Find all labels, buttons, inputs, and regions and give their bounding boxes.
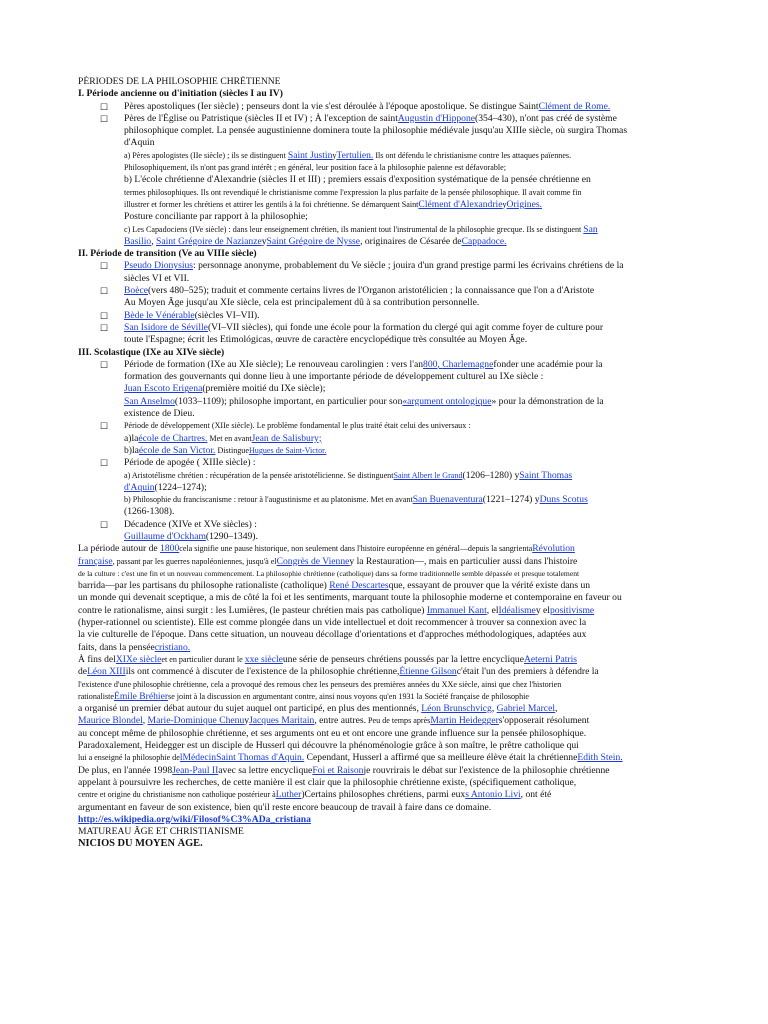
link-san-victor[interactable]: école de San Victor. <box>138 444 216 456</box>
text: s'opposerait résolument <box>498 715 590 727</box>
paragraph <box>78 703 693 715</box>
text: Distingue <box>215 445 249 455</box>
text: Pères apostoliques (Ier siècle) ; penseurs dont la vie s'est déroulée à l'époque apostolique. Se distingue Saint <box>124 100 539 112</box>
footer-heading: MATUREAU ÂGE ET CHRISTIANISME <box>78 826 244 838</box>
text: toute l'Espagne; écrit les Etimológicas, œuvre de caractère encyclopédique très consultée au Moyen Âge. <box>124 334 528 346</box>
text: À fins del <box>78 653 116 665</box>
link-chenu[interactable]: Marie-Dominique Chenu <box>147 715 245 727</box>
text: (première moitié du IXe siècle); <box>202 383 326 395</box>
link-brehier[interactable]: Émile Bréhier <box>113 690 169 702</box>
text: Pères de l'Église ou Patristique (siècles II et IV) ; À l'exception de saint <box>124 112 398 124</box>
text: faits, dans la pensée <box>78 641 155 653</box>
checkbox-icon: ☐ <box>100 101 109 112</box>
text: (1206–1280) y <box>462 469 520 481</box>
link-augustin[interactable]: Augustin d'Hippone <box>397 112 476 124</box>
checkbox-icon: ☐ <box>100 322 109 333</box>
link-chartres[interactable]: école de Chartres. <box>138 432 208 444</box>
link-luther[interactable]: Luther <box>275 789 302 801</box>
text: , <box>142 715 148 727</box>
text: et en particulier durant le <box>161 654 245 664</box>
paragraph: appelant à poursuivre les recherches, de cette manière il est clair que la philosophie chrétienne existe, (spécifiquement catholique, <box>78 776 577 788</box>
list-item <box>78 285 693 310</box>
text: a)la <box>124 432 139 444</box>
text: de <box>78 666 88 678</box>
text: a) Aristotélisme chrétien : récupération de la pensée aristotélicienne. Se distinguent <box>124 470 394 480</box>
text: barrida—par les partisans du philosophe rationaliste (catholique) <box>78 580 330 592</box>
list-item <box>78 359 693 420</box>
link-congres-vienne[interactable]: Congrès de Vienne <box>276 555 350 567</box>
text: fonder une académie pour la <box>493 358 603 370</box>
link-maritain[interactable]: Jacques Maritain <box>249 715 315 727</box>
link-leon-xiii[interactable]: Léon XIII <box>87 666 126 678</box>
text: c) Les Capadociens (IVe siècle) : dans leur enseignement chrétien, ils manient tout l'instrumental de la philosophie grecque. Ils se distinguent <box>124 224 584 234</box>
link-edith-stein[interactable]: Edith Stein. <box>577 752 623 764</box>
paragraph <box>78 666 693 678</box>
text: Période de apogée ( XIIIe siècle) : <box>124 457 256 469</box>
paragraph <box>78 765 693 777</box>
checkbox-icon: ☐ <box>100 261 109 272</box>
text: y <box>261 235 267 247</box>
paragraph: au concept même de philosophie chrétienne, et ses arguments ont eu et ont encore une grande influence sur la pensée philosophique. <box>78 727 587 739</box>
link-heidegger[interactable]: Martin Heidegger <box>430 715 499 727</box>
text: , ont été <box>520 789 552 801</box>
text: Met en avant <box>207 433 252 443</box>
text: , <box>555 703 558 715</box>
link-isidore[interactable]: San Isidore de Séville <box>124 321 208 333</box>
paragraph <box>78 605 693 617</box>
link-1800[interactable]: 1800 <box>160 543 180 555</box>
text: (siècles VI–VII). <box>194 309 260 321</box>
text: formation des gouvernants qui donne lieu à une importante période de développement culturel au IXe siècle : <box>124 371 544 383</box>
link-jean-paul-ii[interactable]: Jean-Paul II <box>172 764 219 776</box>
text: ils ont commencé à discuter de l'existence de la philosophie chrétienne, <box>125 666 400 678</box>
section-heading-1: I. Période ancienne ou d'initiation (siècles I au IV) <box>78 88 283 100</box>
link-brunschvicg[interactable]: Léon Brunschvicg <box>421 703 492 715</box>
text: contre le rationalisme, ainsi surgit : les Lumières, (le pasteur chrétien mais pas catholique) <box>78 604 427 616</box>
paragraph: b) L'école chrétienne d'Alexandrie (siècles II et III) ; premiers essais d'exposition systématique de la pensée chrétienne en <box>124 174 591 186</box>
link-antonio-livi[interactable]: s Antonio Livi <box>465 789 521 801</box>
link-thomas-aquin[interactable]: Saint Thomas d'Aquin. <box>216 752 305 764</box>
text: , el <box>486 604 499 616</box>
paragraph <box>78 789 693 801</box>
link-comma[interactable]: , <box>437 358 443 370</box>
link-aeterni-patris[interactable]: Aeterni Patris <box>523 653 577 665</box>
text: (354–430), n'ont pas créé de système <box>475 112 617 124</box>
source-url-link[interactable]: http://es.wikipedia.org/wiki/Filosof%C3%ADa_cristiana <box>78 813 311 825</box>
text: siècles VI et VII. <box>124 272 190 284</box>
text: y <box>332 150 337 160</box>
link-albert[interactable]: Saint Albert le Grand <box>393 470 463 480</box>
text: existence de Dieu. <box>124 408 195 420</box>
paragraph <box>78 642 693 654</box>
link-buenaventura[interactable]: San Buenaventura <box>412 494 483 506</box>
text: c'était l'un des premiers à défendre la <box>456 666 599 678</box>
paragraph <box>78 691 693 703</box>
text: b)la <box>124 444 139 456</box>
link-basilio[interactable]: Basilio <box>124 235 152 247</box>
link-charlemagne[interactable]: Charlemagne <box>442 358 494 370</box>
list-item <box>78 101 693 113</box>
paragraph <box>78 224 693 236</box>
paragraph: un monde qui devenait sceptique, a mis de côté la foi et les sentiments, marquant toute la philosophie moderne et contemporaine en faveur ou <box>78 592 622 604</box>
link-medecin[interactable]: lMédecin <box>179 752 217 764</box>
link-cristiano[interactable]: cristiano. <box>154 641 191 653</box>
paragraph: l'existence d'une philosophie chrétienne, cela a provoqué des remous chez les penseurs des premières années du XXe siècle, ainsi que chez l'historien <box>78 679 562 689</box>
link-anselmo[interactable]: San Anselmo <box>124 395 175 407</box>
paragraph <box>78 580 693 592</box>
paragraph: Posture conciliante par rapport à la philosophie; <box>124 211 308 223</box>
link-revolution[interactable]: Révolution <box>532 543 575 555</box>
link-san-basilio[interactable]: San <box>583 223 598 235</box>
paragraph <box>78 715 693 727</box>
link-tertulien[interactable]: Tertulien. <box>336 149 374 161</box>
text: centre et origine du christianisme non catholique postérieur à <box>78 790 276 800</box>
list-item <box>78 322 693 347</box>
link-clement-alexandrie[interactable]: Clément d'Alexandrie <box>418 198 503 210</box>
link-kant[interactable]: Immanuel Kant <box>426 604 487 616</box>
page-title: PÉRIODES DE LA PHILOSOPHIE CHRÉTIENNE <box>78 76 281 87</box>
paragraph <box>78 236 693 248</box>
link-aquin[interactable]: d'Aquin <box>124 481 155 493</box>
paragraph <box>78 556 693 568</box>
text: (1033–1109); philosophe important, en particulier pour son <box>174 395 403 407</box>
paragraph <box>78 150 693 162</box>
text: avec sa lettre encyclique <box>218 764 313 776</box>
text: » pour la démonstration de la <box>491 395 604 407</box>
link-blondel[interactable]: Maurice Blondel <box>78 715 143 727</box>
text: rationaliste <box>78 691 114 701</box>
list-item <box>78 457 693 518</box>
text: (1266-1308). <box>124 506 175 518</box>
text: Cependant, Husserl a affirmé que sa meilleure élève était la chrétienne <box>304 752 578 764</box>
text: Au Moyen Âge jusqu'au XIe siècle, cela est principalement dû à sa contribution personnelle. <box>124 297 480 309</box>
link-marcel[interactable]: Gabriel Marcel <box>496 703 555 715</box>
link-argument-ontologique[interactable]: «argument ontologique <box>402 395 492 407</box>
link-saint-thomas[interactable]: Saint Thomas <box>519 469 573 481</box>
text: La période autour de <box>78 543 161 555</box>
paragraph <box>78 654 693 666</box>
link-ockham[interactable]: Guillaume d'Ockham <box>124 530 206 542</box>
text: que, essayant de prouver que la vérité existe dans un <box>388 580 591 592</box>
link-bede[interactable]: Bède le Vénérable <box>124 309 195 321</box>
section-heading-3: III. Scolastique (IXe au XIVe siècle) <box>78 346 225 358</box>
text: (1221–1274) y <box>482 494 540 506</box>
text: (vers 480–525); traduit et commente certains livres de l'Organon aristotélicien ; la connaissance que l'on a d'Aristote <box>147 285 595 297</box>
paragraph: (hyper-rationnel ou scientiste). Elle est comme plongée dans un vide intellectuel et doit recommencer à trouver sa connexion avec la <box>78 617 587 629</box>
link-xxe[interactable]: xxe siècle <box>244 653 283 665</box>
checkbox-icon: ☐ <box>100 519 109 530</box>
link-gilson[interactable]: Étienne Gilson <box>399 666 457 678</box>
text: Période de développement (XIIe siècle). Le problème fondamental le plus traité était celui des universaux : <box>124 421 471 431</box>
list-item <box>78 310 693 322</box>
paragraph: la vie culturelle de l'époque. Dans cette situation, un nouveau décollage d'orientations et d'approches méthodologiques, adaptées aux <box>78 629 587 641</box>
text: De plus, en l'année 1998 <box>78 764 173 776</box>
text: a organisé un premier débat autour du sujet auquel ont participé, en plus des mentionnés, <box>78 703 422 715</box>
paragraph: Philosophiquement, ils n'ont pas grand intérêt ; en général, leur position face à la philosophie païenne est défavorable; <box>124 163 506 173</box>
text: y la Restauration—, mais en particulier aussi dans l'histoire <box>349 555 578 567</box>
text: y <box>244 715 250 727</box>
paragraph <box>78 543 693 555</box>
checkbox-icon: ☐ <box>100 113 109 124</box>
link-pseudo-dionysius[interactable]: Pseudo Dionysius <box>124 260 194 272</box>
text: )Certains philosophes chrétiens, parmi eux <box>301 789 466 801</box>
section-heading-2: II. Période de transition (Ve au VIIIe siècle) <box>78 248 257 260</box>
link-duns-scotus[interactable]: Duns Scotus <box>539 494 588 506</box>
link-saint-justin[interactable]: Saint Justin <box>287 149 333 161</box>
list-item <box>78 420 693 457</box>
text: cela signifie une pause historique, non seulement dans l'histoire européenne en général—depuis la sangrienta <box>179 544 533 554</box>
link-boece[interactable]: Boèce <box>124 285 148 297</box>
text: une série de penseurs chrétiens poussés par la lettre encyclique <box>282 653 524 665</box>
paragraph <box>78 752 693 764</box>
link-erigena[interactable]: Juan Escoto Erigena <box>124 383 203 395</box>
link-idealisme[interactable]: Idéalisme <box>498 604 536 616</box>
list-item <box>78 260 693 285</box>
text: a) Pères apologistes (IIe siècle) ; ils se distinguent <box>124 150 288 160</box>
link-positivisme[interactable]: positivisme <box>549 604 595 616</box>
text: b) Philosophie du franciscanisme : retour à l'augustinisme et au platonisme. Met en avant <box>124 495 413 505</box>
link-clement-de-rome[interactable]: Clément de Rome. <box>538 100 611 112</box>
link-hugues[interactable]: Hugues de Saint-Victor. <box>248 445 327 455</box>
link-descartes[interactable]: René Descartes <box>329 580 389 592</box>
paragraph <box>78 199 693 211</box>
checkbox-icon: ☐ <box>100 310 109 321</box>
text: , entre autres. <box>314 715 367 727</box>
list-item <box>78 113 693 150</box>
text: se joint à la discussion en argumentant contre, ainsi nous voyons qu'en 1931 la Société française de philosophie <box>168 691 529 701</box>
text: philosophique complet. La pensée augustinienne dominera toute la philosophie médiévale jusqu'au XIIIe siècle, où surgira Thomas <box>124 125 628 137</box>
text: Décadence (XIVe et XVe siècles) : <box>124 518 257 530</box>
footer-subheading: NICIOS DU MOYEN ÂGE. <box>78 838 203 850</box>
link-francaise[interactable]: française <box>78 555 113 567</box>
paragraph: termes philosophiques. Ils ont revendiqué le christianisme comme l'expression la plus parfaite de la pensée philosophique. Il avait comme fin <box>124 187 582 197</box>
text: Période de formation (IXe au XIe siècle); Le renouveau carolingien : vers l'an <box>124 358 424 370</box>
text: (VI–VII siècles), qui fonde une école pour la formation du clergé qui agit comme foyer de culture pour <box>207 321 604 333</box>
paragraph: de la culture : c'est une fin et un nouveau commencement. La philosophie chrétienne (catholique) dans sa forme traditionnelle semble dépassée et presque totalement <box>78 568 580 578</box>
text: , <box>151 235 156 247</box>
text: je rouvrirais le débat sur l'existence de la philosophie chrétienne <box>363 764 610 776</box>
text: , <box>491 703 497 715</box>
link-origines[interactable]: Origines. <box>506 198 542 210</box>
document-body <box>78 76 693 851</box>
checkbox-icon: ☐ <box>100 421 109 432</box>
text: illustrer et former les chrétiens et attirer les gentils à la foi chrétienne. Se démarquent Saint <box>124 199 419 209</box>
text: , passant par les guerres napoléoniennes, jusqu'à el <box>112 556 277 566</box>
text: : personnage anonyme, probablement du Ve siècle ; jouira d'un grand prestige parmi les écrivains chrétiens de la <box>193 260 624 272</box>
text: y <box>502 199 507 209</box>
checkbox-icon: ☐ <box>100 359 109 370</box>
checkbox-icon: ☐ <box>100 458 109 469</box>
paragraph: argumentant en faveur de son existence, bien qu'il reste encore beaucoup de travail à faire dans ce domaine. <box>78 801 492 813</box>
link-cappadoce[interactable]: Cappadoce. <box>461 235 507 247</box>
paragraph: Paradoxalement, Heidegger est un disciple de Husserl qui découvre la phénoménologie grâce à son maître, le prêtre catholique qui <box>78 740 579 752</box>
link-salisbury[interactable]: Jean de Salisbury; <box>251 432 322 444</box>
text: Peu de temps après <box>366 716 431 726</box>
link-800[interactable]: 800 <box>423 358 438 370</box>
link-gregoire-nazianze[interactable]: Saint Grégoire de Nazianze <box>155 235 262 247</box>
text: (1224–1274); <box>154 481 207 493</box>
checkbox-icon: ☐ <box>100 286 109 297</box>
text: , originaires de Césarée de <box>360 235 462 247</box>
text: d'Aquin <box>124 137 155 149</box>
list-item <box>78 519 693 544</box>
text: Ils ont défendu le christianisme contre les attaques païennes. <box>373 150 572 160</box>
text: y el <box>535 604 550 616</box>
text: lui a enseigné la philosophie de <box>78 753 180 763</box>
text: (1290–1349). <box>205 530 258 542</box>
link-foi-raison[interactable]: Foi et Raison <box>312 764 364 776</box>
link-xixe[interactable]: XIXe siècle <box>115 653 162 665</box>
link-gregoire-nysse[interactable]: Saint Grégoire de Nysse <box>266 235 361 247</box>
